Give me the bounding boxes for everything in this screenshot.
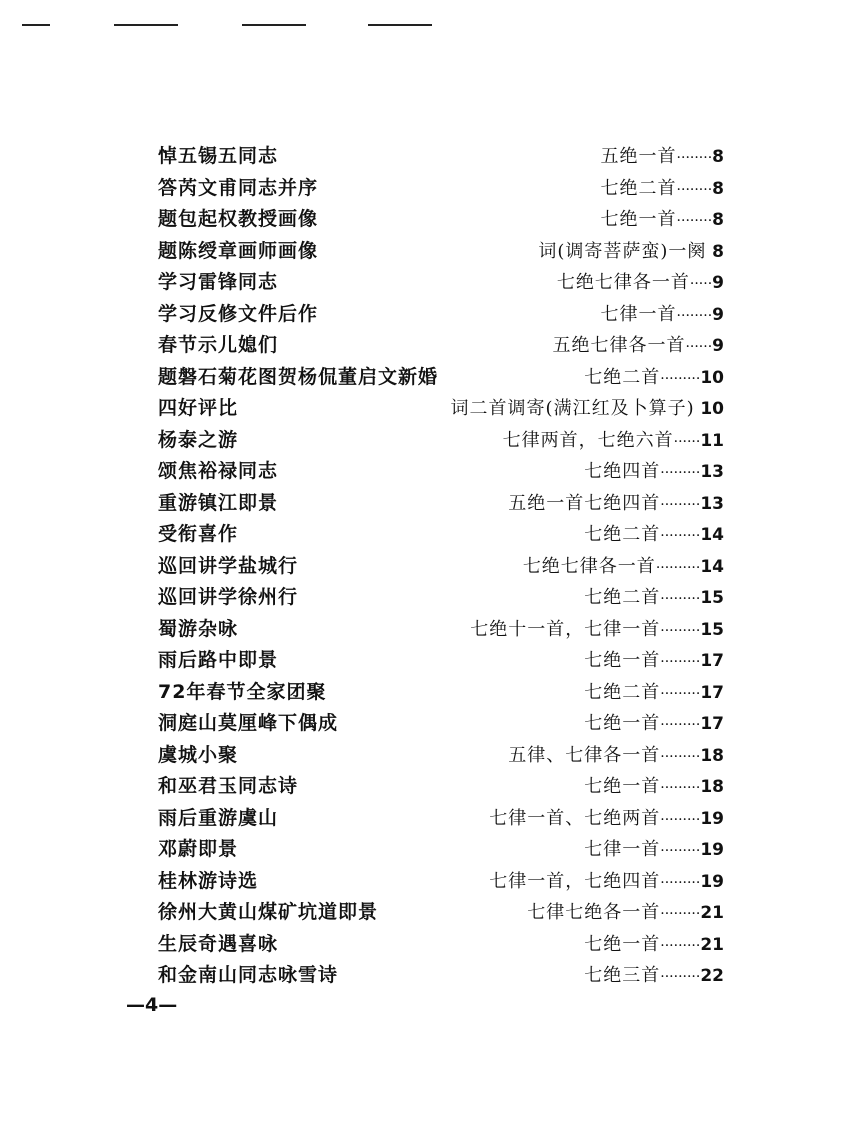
toc-entry-meta xyxy=(489,866,724,900)
toc-entry-leader: ········· xyxy=(660,969,701,985)
toc-entry-leader: ········· xyxy=(660,528,701,544)
toc-entry-page: 9 xyxy=(712,273,724,293)
toc-entry-page: 8 xyxy=(712,178,724,199)
toc-entry-form: 七绝二首 xyxy=(584,681,661,703)
toc-entry-page: 17 xyxy=(700,714,724,734)
toc-entry-form: 七绝一首 xyxy=(584,650,661,671)
toc-entry-leader: ········ xyxy=(676,150,713,166)
toc-entry-page: 18 xyxy=(700,745,724,766)
toc-entry-title: 答芮文甫同志并序 xyxy=(158,176,319,199)
header-rule xyxy=(22,24,50,26)
toc-entry-leader: ········· xyxy=(660,654,701,670)
toc-entry-meta xyxy=(527,897,724,931)
toc-entry-title: 巡回讲学盐城行 xyxy=(158,554,299,577)
toc-entry-title: 徐州大黄山煤矿坑道即景 xyxy=(158,901,379,923)
toc-entry-page: 8 xyxy=(712,241,724,262)
toc-entry xyxy=(150,204,728,236)
toc-entry xyxy=(150,645,728,677)
toc-entry-page: 9 xyxy=(712,336,724,356)
toc-entry xyxy=(150,393,728,425)
toc-entry-page: 8 xyxy=(712,147,724,167)
toc-entry xyxy=(150,456,728,488)
toc-entry xyxy=(150,425,728,457)
toc-entry-form: 七绝二首 xyxy=(584,587,661,608)
toc-entry-form: 七绝三首 xyxy=(584,965,661,986)
toc-entry-leader: ········· xyxy=(660,748,701,765)
toc-entry-form: 七绝一首 xyxy=(584,933,661,955)
toc-entry-title: 题包起权教授画像 xyxy=(158,208,319,230)
toc-entry xyxy=(150,582,728,614)
toc-entry-leader: ····· xyxy=(689,276,713,292)
toc-entry-page: 13 xyxy=(700,493,724,514)
toc-entry-form: 七律一首、七绝两首 xyxy=(489,807,661,829)
toc-entry xyxy=(150,771,728,803)
toc-entry-meta xyxy=(584,960,724,994)
toc-entry xyxy=(150,236,728,268)
toc-entry-title: 四好评比 xyxy=(158,397,239,419)
toc-entry-leader: ········· xyxy=(660,370,701,387)
toc-entry xyxy=(150,551,728,583)
toc-entry-page: 18 xyxy=(700,777,724,797)
toc-entry-form: 七绝二首 xyxy=(584,366,661,388)
toc-entry xyxy=(150,866,728,898)
toc-entry-meta xyxy=(601,204,724,238)
toc-entry-meta xyxy=(538,236,724,270)
toc-entry xyxy=(150,803,728,835)
toc-entry-meta xyxy=(489,803,724,837)
toc-entry-meta xyxy=(508,488,724,522)
toc-entry-title: 和金南山同志咏雪诗 xyxy=(158,964,339,986)
toc-entry xyxy=(150,929,728,961)
toc-entry-title: 杨泰之游 xyxy=(158,428,239,451)
toc-entry-title: 学习反修文件后作 xyxy=(158,302,319,325)
toc-entry-page: 15 xyxy=(700,619,724,640)
toc-entry-title: 受衔喜作 xyxy=(158,523,239,545)
toc-entry-form: 七律两首，七绝六首 xyxy=(502,429,674,451)
toc-entry-leader: ········· xyxy=(660,780,701,796)
toc-entry-form: 七绝四首 xyxy=(584,461,661,482)
toc-entry xyxy=(150,677,728,709)
toc-entry-title: 邓蔚即景 xyxy=(158,838,239,860)
toc-entry-title: 春节示儿媳们 xyxy=(158,334,279,356)
toc-entry-meta xyxy=(601,173,724,207)
toc-entry-leader: ········· xyxy=(660,843,701,859)
toc-entry-meta xyxy=(584,929,724,963)
toc-entry-leader: ······ xyxy=(673,433,701,450)
toc-entry-meta xyxy=(584,362,724,396)
toc-entry xyxy=(150,141,728,173)
toc-entry-page: 21 xyxy=(700,903,724,923)
toc-entry-meta xyxy=(523,551,724,585)
toc-entry-title: 雨后路中即景 xyxy=(158,649,279,671)
toc-entry-page: 9 xyxy=(712,304,724,325)
toc-entry-leader: ········· xyxy=(660,874,701,891)
toc-entry-form: 七绝十一首，七律一首 xyxy=(470,618,661,640)
toc-entry-form: 五绝七律各一首 xyxy=(552,335,686,356)
toc-entry xyxy=(150,173,728,205)
toc-entry-meta xyxy=(451,393,724,427)
toc-entry-leader: ········· xyxy=(660,937,701,954)
toc-entry-title: 洞庭山莫厘峰下偶成 xyxy=(158,712,339,734)
toc-entry-form: 七律七绝各一首 xyxy=(527,902,661,923)
toc-entry-form: 七绝二首 xyxy=(584,524,661,545)
toc-entry-meta xyxy=(584,834,724,868)
header-rule xyxy=(368,24,432,26)
toc-entry-meta xyxy=(557,267,724,301)
toc-entry-form: 七绝一首 xyxy=(584,713,661,734)
toc-entry-form: 七律一首 xyxy=(584,839,661,860)
toc-entry xyxy=(150,299,728,331)
toc-entry-page: 17 xyxy=(700,651,724,671)
toc-entry-form: 七绝七律各一首 xyxy=(522,555,656,577)
toc-entry-meta xyxy=(584,456,724,490)
toc-entry-meta xyxy=(584,582,724,616)
toc-entry-title: 蜀游杂咏 xyxy=(158,617,239,640)
toc-entry-form: 七绝一首 xyxy=(600,209,677,230)
toc-entry-meta xyxy=(508,740,724,774)
toc-entry-page: 14 xyxy=(700,556,724,577)
toc-entry-leader: ········· xyxy=(660,622,701,639)
toc-entry-title: 虞城小聚 xyxy=(158,743,239,766)
toc-entry-form: 词二首调寄(满江红及卜算子) xyxy=(450,398,695,419)
toc-entry-title: 题磐石菊花图贺杨侃董启文新婚 xyxy=(158,365,439,388)
toc-entry xyxy=(150,488,728,520)
toc-entry-meta xyxy=(601,141,724,175)
toc-entry-meta xyxy=(552,330,724,364)
toc-entry-leader: ········· xyxy=(660,811,701,828)
toc-entry xyxy=(150,740,728,772)
toc-entry-form: 词(调寄菩萨蛮)一阕 xyxy=(538,240,707,262)
toc-entry xyxy=(150,960,728,992)
toc-entry-form: 七绝七律各一首 xyxy=(556,272,690,293)
toc-entry-page: 13 xyxy=(700,462,724,482)
toc-entry-title: 和巫君玉同志诗 xyxy=(158,775,299,797)
toc-entry-title: 生辰奇遇喜咏 xyxy=(158,932,279,955)
toc-entry-page: 11 xyxy=(700,430,724,451)
toc-entry-title: 题陈绶章画师画像 xyxy=(158,239,319,262)
toc-entry-page: 17 xyxy=(700,682,724,703)
toc-entry-meta xyxy=(470,614,724,648)
toc-entry-page: 14 xyxy=(700,525,724,545)
toc-entry-form: 七绝二首 xyxy=(600,177,677,199)
toc-entry-form: 五律、七律各一首 xyxy=(508,744,661,766)
toc-entry-leader: ······ xyxy=(685,339,713,355)
toc-entry-leader: ········· xyxy=(660,685,701,702)
table-of-contents xyxy=(150,141,728,992)
toc-entry-title: 颂焦裕禄同志 xyxy=(158,460,279,482)
toc-entry-title: 巡回讲学徐州行 xyxy=(158,586,299,608)
toc-entry-form: 七律一首 xyxy=(600,303,677,325)
toc-entry-title: 72年春节全家团聚 xyxy=(158,680,327,703)
toc-entry-form: 七绝一首 xyxy=(584,776,661,797)
toc-entry-title: 悼五锡五同志 xyxy=(158,145,279,167)
toc-entry-title: 雨后重游虞山 xyxy=(158,806,279,829)
toc-entry-meta xyxy=(584,645,724,679)
toc-entry-title: 学习雷锋同志 xyxy=(158,271,279,293)
toc-entry-form: 七律一首，七绝四首 xyxy=(489,870,661,892)
toc-entry-meta xyxy=(601,299,724,333)
toc-entry-leader: ········ xyxy=(676,181,713,198)
toc-entry xyxy=(150,834,728,866)
toc-entry-meta xyxy=(584,677,724,711)
toc-entry-leader: ········· xyxy=(660,465,701,481)
toc-entry xyxy=(150,330,728,362)
toc-entry-leader: ·········· xyxy=(655,559,701,576)
toc-entry-page: 10 xyxy=(700,399,724,419)
page-number: —4— xyxy=(126,994,178,1016)
toc-entry-page: 15 xyxy=(700,588,724,608)
toc-entry xyxy=(150,614,728,646)
toc-entry xyxy=(150,267,728,299)
toc-entry-meta xyxy=(584,519,724,553)
toc-entry-title: 桂林游诗选 xyxy=(158,869,259,892)
toc-entry-meta xyxy=(503,425,724,459)
toc-entry-leader: ········· xyxy=(660,591,701,607)
header-rule xyxy=(242,24,306,26)
toc-entry xyxy=(150,362,728,394)
toc-entry-meta xyxy=(584,771,724,805)
toc-entry-leader: ········ xyxy=(676,307,713,324)
toc-entry-page: 19 xyxy=(700,840,724,860)
toc-entry-page: 19 xyxy=(700,808,724,829)
toc-entry-meta xyxy=(584,708,724,742)
toc-entry-form: 五绝一首 xyxy=(600,146,677,167)
header-rule xyxy=(114,24,178,26)
toc-entry xyxy=(150,519,728,551)
toc-entry-title: 重游镇江即景 xyxy=(158,491,279,514)
toc-entry xyxy=(150,897,728,929)
toc-entry-form: 五绝一首七绝四首 xyxy=(508,492,661,514)
toc-entry-page: 22 xyxy=(700,966,724,986)
toc-entry-leader: ········· xyxy=(660,496,701,513)
toc-entry xyxy=(150,708,728,740)
toc-entry-leader: ········· xyxy=(660,906,701,922)
toc-entry-page: 10 xyxy=(700,367,724,388)
toc-entry-page: 8 xyxy=(712,210,724,230)
toc-entry-leader: ········· xyxy=(660,717,701,733)
toc-entry-page: 19 xyxy=(700,871,724,892)
toc-entry-page: 21 xyxy=(700,934,724,955)
toc-entry-leader: ········ xyxy=(676,213,713,229)
